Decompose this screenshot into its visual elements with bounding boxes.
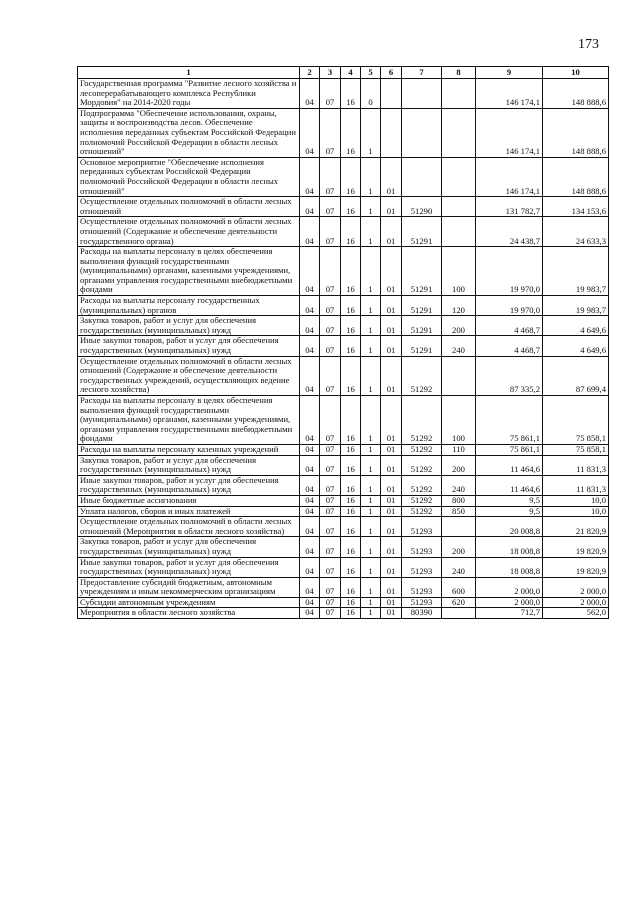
cell-col-6: 01 — [381, 247, 402, 296]
cell-col-4: 16 — [341, 296, 361, 316]
cell-col-4: 16 — [341, 108, 361, 157]
cell-col-4: 16 — [341, 197, 361, 217]
cell-col-4: 16 — [341, 495, 361, 506]
cell-col-10: 148 888,6 — [543, 79, 609, 109]
cell-col-4: 16 — [341, 157, 361, 196]
cell-col-4: 16 — [341, 608, 361, 619]
cell-col-2: 04 — [300, 336, 320, 356]
table-row — [78, 495, 609, 506]
cell-col-7: 51291 — [402, 336, 442, 356]
cell-col-6: 01 — [381, 444, 402, 455]
cell-col-9: 2 000,0 — [476, 597, 543, 608]
row-name: Иные закупки товаров, работ и услуг для обеспечения государственных (муниципальных) нужд — [78, 475, 300, 495]
cell-col-3: 07 — [320, 247, 341, 296]
cell-col-8: 120 — [442, 296, 476, 316]
cell-col-8: 240 — [442, 336, 476, 356]
cell-col-3: 07 — [320, 517, 341, 537]
cell-col-10: 19 983,7 — [543, 296, 609, 316]
cell-col-9: 712,7 — [476, 608, 543, 619]
cell-col-10: 4 649,6 — [543, 336, 609, 356]
cell-col-9: 2 000,0 — [476, 577, 543, 597]
cell-col-5: 1 — [361, 557, 381, 577]
table-row — [78, 316, 609, 336]
table-row — [78, 517, 609, 537]
cell-col-7: 51291 — [402, 296, 442, 316]
cell-col-2: 04 — [300, 444, 320, 455]
cell-col-3: 07 — [320, 475, 341, 495]
cell-col-6: 01 — [381, 197, 402, 217]
cell-col-6 — [381, 79, 402, 109]
cell-col-2: 04 — [300, 108, 320, 157]
header-col-7: 7 — [402, 67, 442, 79]
table-header-row — [78, 67, 609, 79]
cell-col-3: 07 — [320, 557, 341, 577]
cell-col-10: 2 000,0 — [543, 577, 609, 597]
cell-col-8: 200 — [442, 455, 476, 475]
cell-col-10: 11 831,3 — [543, 475, 609, 495]
cell-col-10: 4 649,6 — [543, 316, 609, 336]
cell-col-5: 1 — [361, 247, 381, 296]
table-row — [78, 608, 609, 619]
cell-col-5: 1 — [361, 577, 381, 597]
row-name: Расходы на выплаты персоналу казенных учреждений — [78, 444, 300, 455]
cell-col-9: 75 861,1 — [476, 444, 543, 455]
row-name: Иные закупки товаров, работ и услуг для обеспечения государственных (муниципальных) нужд — [78, 336, 300, 356]
cell-col-8: 110 — [442, 444, 476, 455]
header-col-5: 5 — [361, 67, 381, 79]
cell-col-5: 1 — [361, 517, 381, 537]
cell-col-5: 1 — [361, 336, 381, 356]
cell-col-2: 04 — [300, 296, 320, 316]
cell-col-3: 07 — [320, 495, 341, 506]
cell-col-4: 16 — [341, 247, 361, 296]
cell-col-6: 01 — [381, 557, 402, 577]
cell-col-10: 2 000,0 — [543, 597, 609, 608]
cell-col-6: 01 — [381, 506, 402, 517]
cell-col-9: 9,5 — [476, 495, 543, 506]
table-row — [78, 557, 609, 577]
table-row — [78, 577, 609, 597]
cell-col-2: 04 — [300, 557, 320, 577]
cell-col-8 — [442, 608, 476, 619]
table-row — [78, 79, 609, 109]
cell-col-7: 51292 — [402, 506, 442, 517]
cell-col-8 — [442, 356, 476, 395]
cell-col-9: 19 970,0 — [476, 247, 543, 296]
table-row — [78, 157, 609, 196]
cell-col-6: 01 — [381, 157, 402, 196]
cell-col-2: 04 — [300, 597, 320, 608]
row-name: Расходы на выплаты персоналу государственных (муниципальных) органов — [78, 296, 300, 316]
cell-col-10: 10,0 — [543, 495, 609, 506]
cell-col-4: 16 — [341, 537, 361, 557]
cell-col-7: 51290 — [402, 197, 442, 217]
header-col-1: 1 — [78, 67, 300, 79]
cell-col-6: 01 — [381, 475, 402, 495]
cell-col-3: 07 — [320, 608, 341, 619]
cell-col-9: 11 464,6 — [476, 475, 543, 495]
cell-col-8: 620 — [442, 597, 476, 608]
cell-col-4: 16 — [341, 577, 361, 597]
cell-col-8: 240 — [442, 475, 476, 495]
cell-col-8: 240 — [442, 557, 476, 577]
cell-col-7 — [402, 108, 442, 157]
cell-col-5: 1 — [361, 597, 381, 608]
cell-col-4: 16 — [341, 444, 361, 455]
cell-col-8 — [442, 157, 476, 196]
cell-col-5: 1 — [361, 475, 381, 495]
cell-col-3: 07 — [320, 537, 341, 557]
page-number: 173 — [578, 37, 599, 52]
cell-col-9: 20 008,8 — [476, 517, 543, 537]
cell-col-7: 51292 — [402, 455, 442, 475]
row-name: Основное мероприятие "Обеспечение исполнения переданных субъектам Российской Федерации полномочий Российской Федерации в области лесных отношений" — [78, 157, 300, 196]
cell-col-3: 07 — [320, 396, 341, 445]
cell-col-3: 07 — [320, 506, 341, 517]
cell-col-9: 18 008,8 — [476, 557, 543, 577]
cell-col-3: 07 — [320, 79, 341, 109]
cell-col-5: 1 — [361, 296, 381, 316]
cell-col-3: 07 — [320, 296, 341, 316]
row-name: Иные бюджетные ассигнования — [78, 495, 300, 506]
cell-col-6: 01 — [381, 455, 402, 475]
cell-col-10: 11 831,3 — [543, 455, 609, 475]
cell-col-3: 07 — [320, 217, 341, 247]
cell-col-2: 04 — [300, 79, 320, 109]
cell-col-8: 100 — [442, 247, 476, 296]
row-name: Закупка товаров, работ и услуг для обеспечения государственных (муниципальных) нужд — [78, 537, 300, 557]
cell-col-10: 562,0 — [543, 608, 609, 619]
row-name: Расходы на выплаты персоналу в целях обеспечения выполнения функций государственными (муниципальными) органами, казенными учреждениями, органами управления государственными внебюджетными фондами — [78, 396, 300, 445]
cell-col-6: 01 — [381, 517, 402, 537]
cell-col-7: 51293 — [402, 517, 442, 537]
cell-col-7 — [402, 157, 442, 196]
table-row — [78, 597, 609, 608]
row-name: Мероприятия в области лесного хозяйства — [78, 608, 300, 619]
cell-col-5: 1 — [361, 157, 381, 196]
cell-col-2: 04 — [300, 217, 320, 247]
table-row — [78, 336, 609, 356]
row-name: Субсидии автономным учреждениям — [78, 597, 300, 608]
cell-col-5: 1 — [361, 356, 381, 395]
cell-col-10: 75 858,1 — [543, 444, 609, 455]
cell-col-3: 07 — [320, 336, 341, 356]
cell-col-2: 04 — [300, 537, 320, 557]
cell-col-9: 131 782,7 — [476, 197, 543, 217]
cell-col-2: 04 — [300, 197, 320, 217]
row-name: Иные закупки товаров, работ и услуг для обеспечения государственных (муниципальных) нужд — [78, 557, 300, 577]
cell-col-7: 51292 — [402, 444, 442, 455]
row-name: Расходы на выплаты персоналу в целях обеспечения выполнения функций государственными (муниципальными) органами, казенными учреждениями, органами управления государственными внебюджетными фондами — [78, 247, 300, 296]
cell-col-10: 21 820,9 — [543, 517, 609, 537]
table-row — [78, 197, 609, 217]
table-row — [78, 506, 609, 517]
cell-col-4: 16 — [341, 506, 361, 517]
cell-col-10: 19 983,7 — [543, 247, 609, 296]
cell-col-9: 146 174,1 — [476, 108, 543, 157]
cell-col-8: 800 — [442, 495, 476, 506]
header-col-9: 9 — [476, 67, 543, 79]
cell-col-4: 16 — [341, 597, 361, 608]
cell-col-9: 146 174,1 — [476, 79, 543, 109]
header-col-2: 2 — [300, 67, 320, 79]
cell-col-2: 04 — [300, 495, 320, 506]
cell-col-4: 16 — [341, 396, 361, 445]
cell-col-7: 51292 — [402, 396, 442, 445]
cell-col-6: 01 — [381, 597, 402, 608]
cell-col-3: 07 — [320, 356, 341, 395]
cell-col-9: 18 008,8 — [476, 537, 543, 557]
cell-col-7: 51291 — [402, 247, 442, 296]
cell-col-5: 1 — [361, 537, 381, 557]
row-name: Осуществление отдельных полномочий в области лесных отношений (Содержание и обеспечение деятельности государственных учреждений, осуществляющих ведение лесного хозяйства) — [78, 356, 300, 395]
cell-col-9: 19 970,0 — [476, 296, 543, 316]
cell-col-7: 51292 — [402, 475, 442, 495]
cell-col-8: 850 — [442, 506, 476, 517]
cell-col-3: 07 — [320, 597, 341, 608]
cell-col-7: 51292 — [402, 495, 442, 506]
header-col-10: 10 — [543, 67, 609, 79]
cell-col-8 — [442, 217, 476, 247]
cell-col-2: 04 — [300, 506, 320, 517]
cell-col-7: 51291 — [402, 316, 442, 336]
cell-col-4: 16 — [341, 356, 361, 395]
cell-col-10: 19 820,9 — [543, 557, 609, 577]
cell-col-3: 07 — [320, 455, 341, 475]
cell-col-10: 19 820,9 — [543, 537, 609, 557]
cell-col-4: 16 — [341, 517, 361, 537]
cell-col-7: 51291 — [402, 217, 442, 247]
cell-col-6: 01 — [381, 537, 402, 557]
cell-col-5: 1 — [361, 197, 381, 217]
cell-col-5: 1 — [361, 608, 381, 619]
cell-col-6: 01 — [381, 296, 402, 316]
row-name: Уплата налогов, сборов и иных платежей — [78, 506, 300, 517]
cell-col-10: 148 888,6 — [543, 157, 609, 196]
cell-col-2: 04 — [300, 577, 320, 597]
header-col-6: 6 — [381, 67, 402, 79]
cell-col-10: 75 858,1 — [543, 396, 609, 445]
table-row — [78, 396, 609, 445]
cell-col-10: 148 888,6 — [543, 108, 609, 157]
table-row — [78, 356, 609, 395]
cell-col-7: 51293 — [402, 577, 442, 597]
cell-col-5: 1 — [361, 396, 381, 445]
table-row — [78, 217, 609, 247]
table-row — [78, 455, 609, 475]
row-name: Закупка товаров, работ и услуг для обеспечения государственных (муниципальных) нужд — [78, 455, 300, 475]
cell-col-10: 87 699,4 — [543, 356, 609, 395]
cell-col-3: 07 — [320, 316, 341, 336]
cell-col-6: 01 — [381, 336, 402, 356]
cell-col-2: 04 — [300, 455, 320, 475]
row-name: Осуществление отдельных полномочий в области лесных отношений (Мероприятия в области лесного хозяйства) — [78, 517, 300, 537]
cell-col-7: 51293 — [402, 557, 442, 577]
table-row — [78, 537, 609, 557]
cell-col-6: 01 — [381, 316, 402, 336]
cell-col-8: 200 — [442, 537, 476, 557]
cell-col-3: 07 — [320, 577, 341, 597]
cell-col-5: 1 — [361, 444, 381, 455]
cell-col-5: 1 — [361, 506, 381, 517]
cell-col-9: 146 174,1 — [476, 157, 543, 196]
cell-col-2: 04 — [300, 517, 320, 537]
cell-col-8 — [442, 517, 476, 537]
cell-col-3: 07 — [320, 108, 341, 157]
cell-col-9: 11 464,6 — [476, 455, 543, 475]
cell-col-6: 01 — [381, 495, 402, 506]
cell-col-7: 80390 — [402, 608, 442, 619]
cell-col-5: 1 — [361, 316, 381, 336]
cell-col-9: 4 468,7 — [476, 316, 543, 336]
cell-col-2: 04 — [300, 157, 320, 196]
cell-col-3: 07 — [320, 157, 341, 196]
header-col-4: 4 — [341, 67, 361, 79]
cell-col-2: 04 — [300, 247, 320, 296]
cell-col-5: 1 — [361, 495, 381, 506]
cell-col-9: 75 861,1 — [476, 396, 543, 445]
cell-col-9: 9,5 — [476, 506, 543, 517]
cell-col-8: 100 — [442, 396, 476, 445]
table-row — [78, 108, 609, 157]
cell-col-4: 16 — [341, 557, 361, 577]
cell-col-4: 16 — [341, 336, 361, 356]
cell-col-2: 04 — [300, 396, 320, 445]
cell-col-8 — [442, 197, 476, 217]
cell-col-4: 16 — [341, 316, 361, 336]
cell-col-8: 600 — [442, 577, 476, 597]
cell-col-5: 0 — [361, 79, 381, 109]
cell-col-2: 04 — [300, 608, 320, 619]
table-body — [78, 79, 609, 619]
header-col-3: 3 — [320, 67, 341, 79]
cell-col-7: 51293 — [402, 537, 442, 557]
cell-col-6: 01 — [381, 577, 402, 597]
budget-table — [77, 66, 609, 619]
header-col-8: 8 — [442, 67, 476, 79]
cell-col-5: 1 — [361, 108, 381, 157]
cell-col-8 — [442, 79, 476, 109]
cell-col-9: 4 468,7 — [476, 336, 543, 356]
cell-col-4: 16 — [341, 455, 361, 475]
cell-col-2: 04 — [300, 356, 320, 395]
cell-col-6: 01 — [381, 396, 402, 445]
cell-col-6: 01 — [381, 608, 402, 619]
cell-col-9: 87 335,2 — [476, 356, 543, 395]
cell-col-2: 04 — [300, 316, 320, 336]
cell-col-5: 1 — [361, 217, 381, 247]
cell-col-8 — [442, 108, 476, 157]
row-name: Осуществление отдельных полномочий в области лесных отношений (Содержание и обеспечение деятельности государственного органа) — [78, 217, 300, 247]
cell-col-7: 51292 — [402, 356, 442, 395]
cell-col-9: 24 438,7 — [476, 217, 543, 247]
row-name: Подпрограмма "Обеспечение использования, охраны, защиты и воспроизводства лесов. Обеспечение исполнения переданных субъектам Российской Федерации полномочий Российской Федерации в области лесных отношений" — [78, 108, 300, 157]
row-name: Государственная программа "Развитие лесного хозяйства и лесоперерабатывающего комплекса Республики Мордовия" на 2014-2020 годы — [78, 79, 300, 109]
cell-col-6: 01 — [381, 356, 402, 395]
cell-col-4: 16 — [341, 217, 361, 247]
cell-col-6: 01 — [381, 217, 402, 247]
cell-col-10: 24 633,3 — [543, 217, 609, 247]
table-row — [78, 247, 609, 296]
table-row — [78, 444, 609, 455]
cell-col-3: 07 — [320, 197, 341, 217]
cell-col-10: 134 153,6 — [543, 197, 609, 217]
row-name: Закупка товаров, работ и услуг для обеспечения государственных (муниципальных) нужд — [78, 316, 300, 336]
row-name: Осуществление отдельных полномочий в области лесных отношений — [78, 197, 300, 217]
cell-col-8: 200 — [442, 316, 476, 336]
cell-col-4: 16 — [341, 475, 361, 495]
table-row — [78, 475, 609, 495]
cell-col-5: 1 — [361, 455, 381, 475]
table-row — [78, 296, 609, 316]
cell-col-3: 07 — [320, 444, 341, 455]
cell-col-2: 04 — [300, 475, 320, 495]
cell-col-10: 10,0 — [543, 506, 609, 517]
cell-col-7: 51293 — [402, 597, 442, 608]
cell-col-7 — [402, 79, 442, 109]
cell-col-6 — [381, 108, 402, 157]
row-name: Предоставление субсидий бюджетным, автономным учреждениям и иным некоммерческим организациям — [78, 577, 300, 597]
cell-col-4: 16 — [341, 79, 361, 109]
